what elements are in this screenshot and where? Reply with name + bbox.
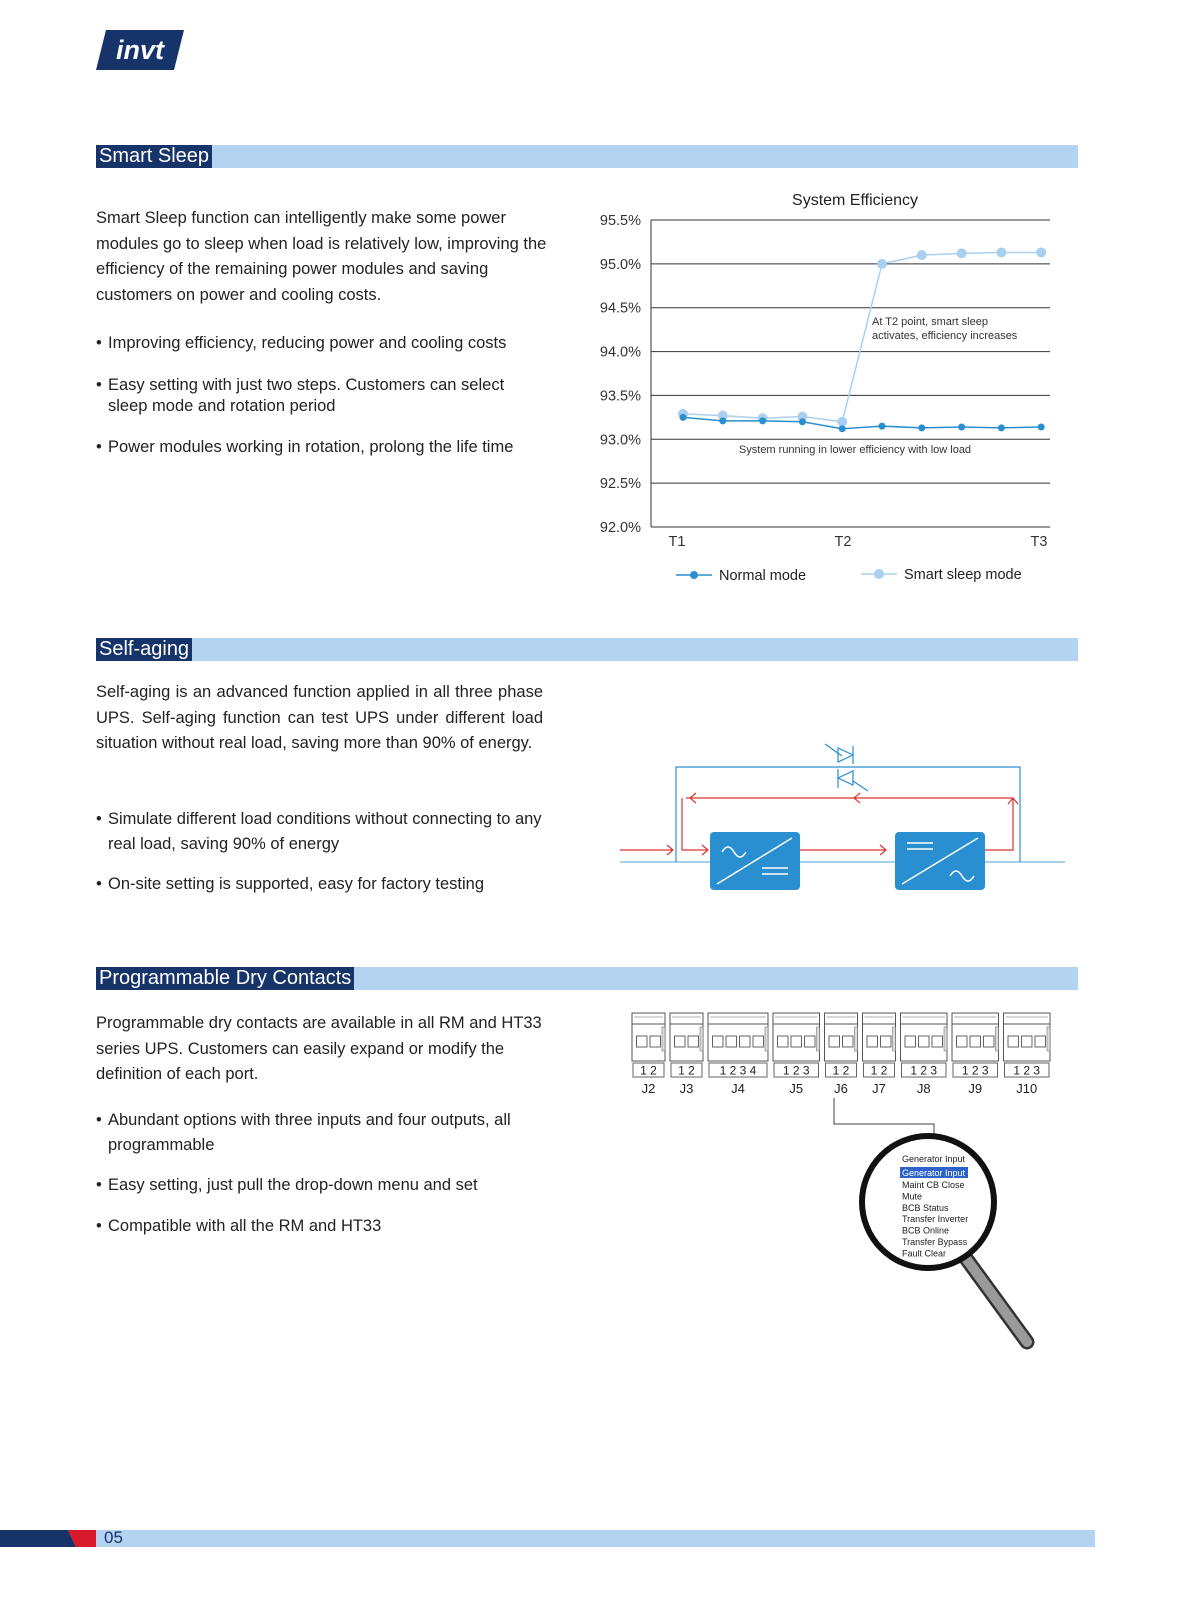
section-title-smart-sleep: Smart Sleep — [96, 145, 212, 168]
legend-label-normal: Normal mode — [719, 568, 807, 584]
page-number: 05 — [104, 1528, 123, 1547]
rectifier-icon — [710, 832, 800, 890]
point-normal — [759, 417, 766, 424]
point-normal — [839, 425, 846, 432]
dropdown-option: Mute — [902, 1191, 923, 1202]
y-tick-label: 94.5% — [599, 300, 641, 317]
bullet-item: • Improving efficiency, reducing power and cooling costs — [96, 333, 578, 354]
y-tick-label: 95.5% — [599, 213, 641, 229]
connector-j8 — [901, 1013, 948, 1096]
y-tick-label: 93.5% — [599, 388, 641, 405]
chart-title: System Efficiency — [792, 192, 918, 209]
dry-contacts-intro: Programmable dry contacts are available in all RM and HT33 series UPS. Customers can easily expand or modify the definition of each port. — [96, 1014, 542, 1083]
connector-row — [632, 1013, 1050, 1096]
dropdown-option: Transfer Inverter — [902, 1214, 969, 1225]
smart-sleep-intro: Smart Sleep function can intelligently make some power modules go to sleep when load is relatively low, improving the efficiency of the remaining power modules and saving customers on power and cooling costs. — [96, 209, 547, 304]
connector-j7 — [863, 1013, 896, 1096]
connector-pins: 1 2 3 — [961, 1063, 989, 1078]
connector-pins: 1 2 — [832, 1063, 850, 1078]
point-smart-sleep — [837, 417, 847, 427]
bullet-item: • Easy setting, just pull the drop-down menu and set — [96, 1175, 578, 1196]
connector-j2 — [632, 1013, 665, 1096]
chart-annotation: activates, efficiency increases — [872, 330, 1018, 342]
connector-j6 — [825, 1013, 858, 1096]
point-smart-sleep — [996, 247, 1006, 257]
bullet-item: • Easy setting with just two steps. Customers can select sleep mode and rotation period — [96, 375, 548, 416]
bullet-item: • Simulate different load conditions without connecting to any real load, saving 90% of energy — [96, 807, 558, 857]
connector-pins: 1 2 3 — [782, 1063, 810, 1078]
connector-label: J7 — [872, 1081, 886, 1096]
connector-j10 — [1004, 1013, 1051, 1096]
dropdown-option: BCB Online — [902, 1225, 950, 1236]
connector-label: J9 — [968, 1081, 983, 1096]
chart-x-ticks — [669, 534, 1048, 550]
connector-pins: 1 2 — [640, 1063, 657, 1078]
point-smart-sleep — [957, 248, 967, 258]
point-normal — [879, 423, 886, 430]
invt-logo — [96, 30, 188, 70]
chart-legend — [676, 567, 1022, 584]
section-title-dry-contacts: Programmable Dry Contacts — [96, 967, 354, 990]
connector-label: J4 — [731, 1081, 745, 1096]
connector-label: J8 — [916, 1081, 931, 1096]
dropdown-current-value: Generator Input — [902, 1154, 966, 1164]
point-normal — [918, 424, 925, 431]
system-efficiency-chart — [580, 180, 1080, 600]
x-tick-label: T3 — [1030, 534, 1048, 550]
connector-pins: 1 2 3 4 — [719, 1063, 757, 1078]
point-smart-sleep — [1036, 247, 1046, 257]
connector-label: J3 — [679, 1081, 694, 1096]
bullet-item: • Power modules working in rotation, prolong the life time — [96, 437, 578, 458]
legend-label-smart-sleep: Smart sleep mode — [904, 567, 1022, 583]
dropdown-option: BCB Status — [902, 1202, 949, 1213]
section-bar-smart-sleep — [96, 145, 1078, 168]
dropdown-option: Fault Clear — [902, 1248, 947, 1259]
y-tick-label: 92.0% — [599, 520, 641, 536]
section-bar-dry-contacts — [96, 967, 1078, 990]
connector-label: J5 — [789, 1081, 804, 1096]
point-normal — [1038, 424, 1045, 431]
connector-label: J10 — [1016, 1081, 1038, 1096]
point-normal — [799, 418, 806, 425]
inverter-icon — [895, 832, 985, 890]
section-bar-self-aging — [96, 638, 1078, 661]
chart-annotation: At T2 point, smart sleep — [872, 316, 988, 328]
connector-pins: 1 2 3 — [910, 1063, 938, 1078]
dry-contacts-diagram — [620, 1005, 1070, 1365]
point-normal — [680, 414, 687, 421]
dropdown-option: Maint CB Close — [902, 1180, 965, 1190]
point-normal — [719, 417, 726, 424]
connector-j3 — [670, 1013, 703, 1096]
dropdown-selected-option: Generator Input — [902, 1168, 966, 1178]
legend-marker-normal — [690, 571, 698, 579]
self-aging-diagram — [620, 740, 1070, 900]
x-tick-label: T2 — [834, 534, 852, 550]
y-tick-label: 95.0% — [599, 256, 641, 273]
chart-annotation: System running in lower efficiency with low load — [738, 444, 972, 456]
connector-pins: 1 2 — [870, 1063, 888, 1078]
series-line-normal — [683, 417, 1041, 428]
chart-y-ticks — [600, 213, 641, 536]
connector-pins: 1 2 3 — [1013, 1063, 1041, 1078]
connector-j9 — [952, 1013, 999, 1096]
point-smart-sleep — [917, 250, 927, 260]
connector-j4 — [708, 1013, 768, 1096]
y-tick-label: 94.0% — [599, 344, 641, 361]
connector-pins: 1 2 — [678, 1063, 695, 1078]
connector-label: J6 — [834, 1081, 848, 1096]
x-tick-label: T1 — [668, 534, 686, 550]
y-tick-label: 93.0% — [599, 432, 641, 449]
self-aging-intro: Self-aging is an advanced function applied in all three phase UPS. Self-aging function can test UPS under different load situation without real load, saving more than 90% of energy. — [96, 683, 543, 752]
logo-text: invt — [115, 35, 165, 65]
chart-grid — [651, 220, 1050, 527]
dropdown-option: Transfer Bypass — [902, 1237, 968, 1247]
bullet-item: • On-site setting is supported, easy for factory testing — [96, 874, 578, 895]
bullet-item: • Compatible with all the RM and HT33 — [96, 1216, 578, 1237]
section-title-self-aging: Self-aging — [96, 638, 192, 661]
bullet-item: • Abundant options with three inputs and four outputs, all programmable — [96, 1108, 538, 1158]
legend-marker-smart-sleep — [874, 569, 884, 579]
connector-j5 — [773, 1013, 820, 1096]
connector-label: J2 — [641, 1081, 656, 1096]
point-normal — [998, 424, 1005, 431]
point-normal — [958, 424, 965, 431]
point-smart-sleep — [877, 259, 887, 269]
y-tick-label: 92.5% — [599, 476, 641, 493]
footer-bar — [0, 1530, 1095, 1547]
